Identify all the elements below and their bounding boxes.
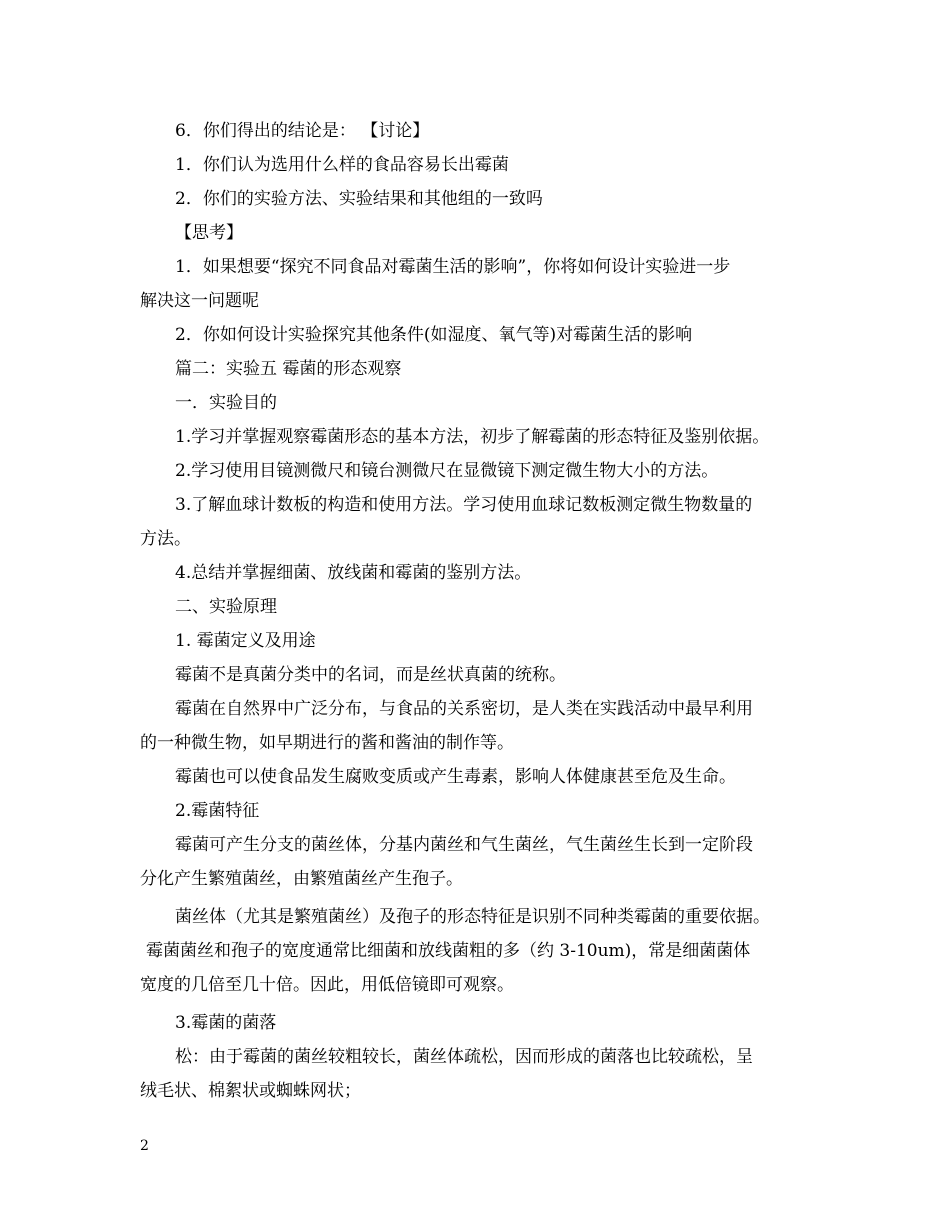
paragraph-width-cont: 宽度的几倍至几十倍。因此，用低倍镜即可观察。	[140, 975, 514, 995]
purpose-item-2: 2.学习使用目镜测微尺和镜台测微尺在显微镜下测定微生物大小的方法。	[175, 461, 719, 481]
purpose-item-3: 3.了解血球计数板的构造和使用方法。学习使用血球记数板测定微生物数量的	[175, 495, 753, 515]
paragraph-definition: 霉菌不是真菌分类中的名词，而是丝状真菌的统称。	[175, 665, 566, 685]
thinking-heading: 【思考】	[175, 223, 243, 243]
subheading-colony: 3.霉菌的菌落	[175, 1013, 277, 1033]
subheading-features: 2.霉菌特征	[175, 801, 260, 821]
subheading-definition: 1. 霉菌定义及用途	[175, 631, 316, 651]
discussion-question-2: 2．你们的实验方法、实验结果和其他组的一致吗	[175, 189, 543, 209]
thinking-question-1: 1．如果想要“探究不同食品对霉菌生活的影响”，你将如何设计实验进一步	[175, 257, 731, 277]
paragraph-distribution-cont: 的一种微生物，如早期进行的酱和酱油的制作等。	[140, 733, 514, 753]
heading-purpose: 一．实验目的	[175, 393, 277, 413]
paragraph-colony-cont: 绒毛状、棉絮状或蜘蛛网状；	[140, 1081, 361, 1101]
heading-principle: 二、实验原理	[175, 597, 277, 617]
paragraph-distribution: 霉菌在自然界中广泛分布，与食品的关系密切，是人类在实践活动中最早利用	[175, 699, 753, 719]
purpose-item-1: 1.学习并掌握观察霉菌形态的基本方法，初步了解霉菌的形态特征及鉴别依据。	[175, 427, 770, 447]
conclusion-discussion-line: 6．你们得出的结论是： 【讨论】	[175, 121, 430, 141]
paragraph-spoilage: 霉菌也可以使食品发生腐败变质或产生毒素，影响人体健康甚至危及生命。	[175, 767, 736, 787]
discussion-question-1: 1．你们认为选用什么样的食品容易长出霉菌	[175, 155, 509, 175]
thinking-question-1-cont: 解决这一问题呢	[140, 291, 259, 311]
purpose-item-3-cont: 方法。	[140, 529, 191, 549]
page-number: 2	[140, 1138, 149, 1154]
paragraph-width: 霉菌菌丝和孢子的宽度通常比细菌和放线菌粗的多（约 3-10um)，常是细菌菌体	[146, 941, 751, 961]
paragraph-mycelium: 霉菌可产生分支的菌丝体，分基内菌丝和气生菌丝，气生菌丝生长到一定阶段	[175, 835, 753, 855]
section-title: 篇二：实验五 霉菌的形态观察	[175, 359, 402, 379]
paragraph-mycelium-cont: 分化产生繁殖菌丝，由繁殖菌丝产生孢子。	[140, 869, 463, 889]
paragraph-identification: 菌丝体（尤其是繁殖菌丝）及孢子的形态特征是识别不同种类霉菌的重要依据。	[175, 907, 770, 927]
paragraph-colony: 松：由于霉菌的菌丝较粗较长，菌丝体疏松，因而形成的菌落也比较疏松，呈	[175, 1047, 753, 1067]
thinking-question-2: 2．你如何设计实验探究其他条件(如湿度、氧气等)对霉菌生活的影响	[175, 325, 693, 345]
purpose-item-4: 4.总结并掌握细菌、放线菌和霉菌的鉴别方法。	[175, 563, 532, 583]
